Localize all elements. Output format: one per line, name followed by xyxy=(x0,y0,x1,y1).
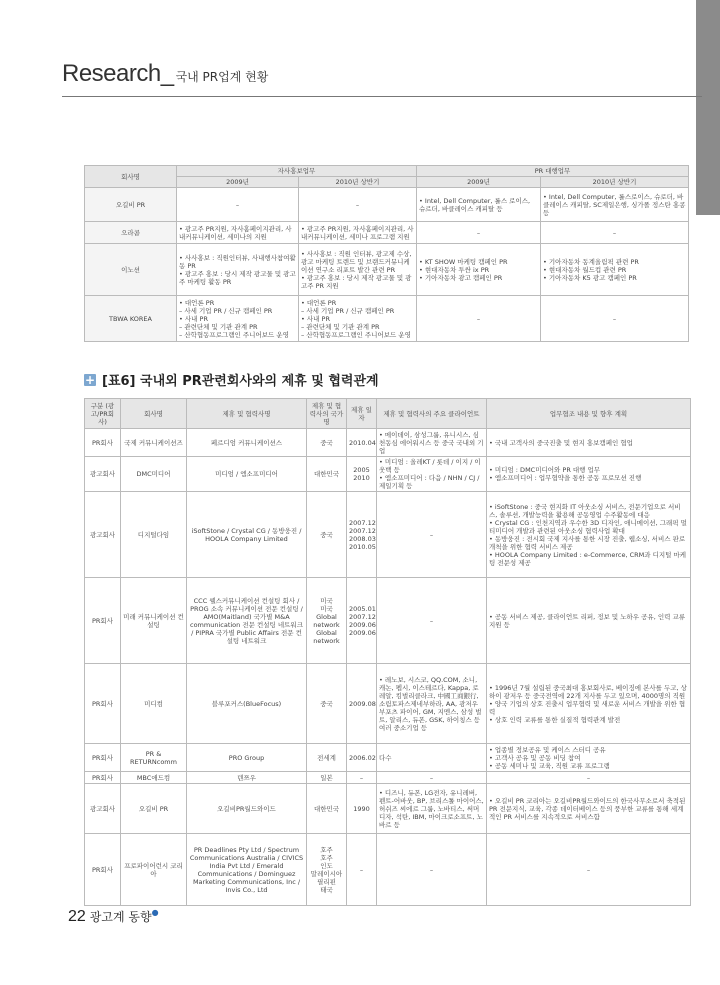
t6-clients: – xyxy=(377,772,487,784)
t5-head-client-work: 자사홍보업무 xyxy=(177,166,417,177)
t6-head: 제휴 및 협력사의 국가명 xyxy=(307,399,347,429)
t6-partner: CCC 웰스커뮤니케이션 컨설팅 회사 / PROG 소속 커뮤니케이션 전문 컨설팅 / AMO(Maitland) 국가별 M&A communication 전문 컨설팅 네트워크 / PIPRA 국가별 Public Affairs 전문 컨설팅 네트워크 xyxy=(187,578,307,664)
t6-country: 전세계 xyxy=(307,744,347,772)
t6-date: 2010.04 xyxy=(347,429,377,457)
t6-date: 2009.08 xyxy=(347,664,377,744)
t5-head-company: 회사명 xyxy=(85,166,177,188)
t5-head-agency-work: PR 대행업무 xyxy=(417,166,689,177)
t6-head: 제휴 및 협력사의 주요 클라이언트 xyxy=(377,399,487,429)
t6-type: 광고회사 xyxy=(85,492,121,578)
table-row xyxy=(85,664,691,744)
t6-country: 미국 미국 Global network Global network xyxy=(307,578,347,664)
t6-date: – xyxy=(347,772,377,784)
t6-type: PR회사 xyxy=(85,578,121,664)
table5 xyxy=(84,165,689,342)
t6-partner: 오길비PR월드와이드 xyxy=(187,784,307,834)
page-header xyxy=(62,60,702,97)
t6-clients: – xyxy=(377,834,487,906)
t5-cell-name: 이노션 xyxy=(85,244,177,296)
t6-clients: – xyxy=(377,492,487,578)
table-row xyxy=(85,457,691,492)
t6-clients: • 디즈니, 듀폰, LG전자, 유니레버, 펜트-어바웃, BP, 브리스톨 마이어스, 허쉬즈 씨에르 그룹, 노바티스, 써머디자, 석탄, IBM, 마이크로소프트, 노바르 등 xyxy=(377,784,487,834)
t6-plan: – xyxy=(487,834,691,906)
t6-country: 중국 xyxy=(307,664,347,744)
t5-cell: – xyxy=(541,222,689,244)
t6-name: 오길비 PR xyxy=(121,784,187,834)
t6-plan: • 업종별 정보공유 및 케이스 스터디 공유 • 고객사 공유 및 공동 비딩 참여 • 공동 세미나 및 교육, 직원 교류 프로그램 xyxy=(487,744,691,772)
t6-type: PR회사 xyxy=(85,429,121,457)
t5-subhead: 2010년 상반기 xyxy=(541,177,689,188)
plus-icon: + xyxy=(84,373,96,387)
t6-date: 2005.01 2007.12 2009.06 2009.06 xyxy=(347,578,377,664)
edge-tab xyxy=(696,0,720,215)
t6-partner: PR Deadlines Pty Ltd / Spectrum Communications Australia / CIVICS India Pvt Ltd / Emerald Communications / Dominguez Marketing Communications, Inc / Invis Co., Ltd xyxy=(187,834,307,906)
t5-cell: • Intel, Dell Computer, 롤스 로이스, 슈르더, 바클레이스 캐피탈 등 xyxy=(417,188,541,222)
dot-icon: ● xyxy=(151,908,159,917)
t6-name: 미디컴 xyxy=(121,664,187,744)
table-row xyxy=(85,772,691,784)
t6-partner: PRO Group xyxy=(187,744,307,772)
t6-plan: • 미디엄 : DMC미디어와 PR 대행 업무 • 엠소프미디어 : 업무협약을 통한 공동 프로모션 진행 xyxy=(487,457,691,492)
t6-country: 중국 xyxy=(307,492,347,578)
t5-cell: – xyxy=(177,188,299,222)
t6-country: 대한민국 xyxy=(307,457,347,492)
t6-plan: • 국내 고객사의 중국진출 및 현지 홍보캠페인 협업 xyxy=(487,429,691,457)
table-row xyxy=(85,188,689,222)
t5-cell: – xyxy=(541,296,689,342)
t6-country: 중국 xyxy=(307,429,347,457)
table-row xyxy=(85,429,691,457)
t5-subhead: 2009년 xyxy=(417,177,541,188)
t6-type: 광고회사 xyxy=(85,457,121,492)
t5-cell: • 광고주 PR지원, 자사홈페이지관리, 사내커뮤니케이션, 세미나 프로그램 지원 xyxy=(299,222,417,244)
t5-subhead: 2010년 상반기 xyxy=(299,177,417,188)
t5-cell-name: 으라콤 xyxy=(85,222,177,244)
t6-type: PR회사 xyxy=(85,772,121,784)
t6-type: 광고회사 xyxy=(85,784,121,834)
t6-partner: 덴쯔우 xyxy=(187,772,307,784)
table-row xyxy=(85,492,691,578)
table-row xyxy=(85,578,691,664)
footer-label: 광고계 동향 xyxy=(89,910,152,924)
t6-date: 2005 2010 xyxy=(347,457,377,492)
t5-cell: – xyxy=(417,296,541,342)
t5-cell: • 기아자동차 동계올림픽 관련 PR • 현대자동차 월드컵 관련 PR • 기아자동차 K5 광고 캠페인 PR xyxy=(541,244,689,296)
t6-date: 2006.02 xyxy=(347,744,377,772)
t6-name: 디지털다임 xyxy=(121,492,187,578)
t6-partner: iSoftStone / Crystal CG / 동방웅진 / HOOLA Company Limited xyxy=(187,492,307,578)
t6-clients: • 메이데이, 삼성그룹, 유니시스, 심천동심 에어워시스 등 중국 국내외 기업 xyxy=(377,429,487,457)
t5-cell: • 대언론 PR – 사세 기업 PR / 신규 캠페인 PR • 사내 PR – 관련단체 및 기관 관계 PR – 산학협동프로그램인 주니어보드 운영 xyxy=(299,296,417,342)
t5-cell: – xyxy=(417,222,541,244)
t6-name: 국제 커뮤니케이션즈 xyxy=(121,429,187,457)
t5-subhead: 2009년 xyxy=(177,177,299,188)
t6-plan: • iSoftStone : 중국 현지화 IT 아웃소싱 서비스, 전문기업으로 서비스, 솔루션, 개발능력을 활용해 공동영업 수주활동에 대응 • Crystal CG : 인천지역과 우수한 3D 디자인, 애니메이션, 그래픽 멀티미디어 개발과 관련된 아웃소싱 협력사업 확대 • 동방웅진 : 전시회 국제 지사를 통한 시장 진출, 웹소싱, 서비스 판로 개척을 위한 협력 서비스 제공 • HOOLA Company Limited : e-Commerce, CRM과 디지털 마케팅 전문성 제공 xyxy=(487,492,691,578)
t5-cell: • KT SHOW 마케팅 캠페인 PR • 현대자동차 투싼 ix PR • 기아자동차 광고 캠페인 PR xyxy=(417,244,541,296)
t6-name: PR & RETURNcomm xyxy=(121,744,187,772)
t6-country: 호주 호주 인도 말레이시아 필리핀 태국 xyxy=(307,834,347,906)
page-footer xyxy=(68,908,159,926)
t5-cell: – xyxy=(299,188,417,222)
table6-title xyxy=(84,370,379,389)
t6-type: PR회사 xyxy=(85,834,121,906)
t6-name: 프로파이어런시 코리아 xyxy=(121,834,187,906)
table-row xyxy=(85,244,689,296)
t6-plan: – xyxy=(487,772,691,784)
t6-clients: 다수 xyxy=(377,744,487,772)
t6-date: 1990 xyxy=(347,784,377,834)
t6-clients: – xyxy=(377,578,487,664)
table-row xyxy=(85,296,689,342)
t5-cell: • 사사홍보 : 직원 인터뷰, 광고제 수상, 광고 마케팅 트렌드 및 브랜드커뮤니케이션 연구소 리포트 발간 관련 PR • 광고주 홍보 : 당시 제작 광고물 및 광고주 PR 지원 xyxy=(299,244,417,296)
table-row xyxy=(85,222,689,244)
t6-type: PR회사 xyxy=(85,664,121,744)
t6-head: 구분 (광고/PR회사) xyxy=(85,399,121,429)
t6-head: 제휴 및 협력사명 xyxy=(187,399,307,429)
t6-head: 회사명 xyxy=(121,399,187,429)
table6-title-text: [표6] 국내외 PR관련회사와의 제휴 및 협력관계 xyxy=(102,374,379,389)
t6-name: MBC애드컴 xyxy=(121,772,187,784)
header-research: Research_ xyxy=(62,60,174,87)
t6-plan: • 오길비 PR 코리아는 오길비PR월드와이드의 한국사무소로서 축적된 PR 전문지식, 교육, 각종 데이터베이스 등의 풍부한 교류를 통해 세계적인 PR 서비스를 지속적으로 서비스함 xyxy=(487,784,691,834)
t5-cell: • 대언론 PR – 사세 기업 PR / 신규 캠페인 PR • 사내 PR – 관련단체 및 기관 관계 PR – 산학협동프로그램인 주니어보드 운영 xyxy=(177,296,299,342)
t6-head: 업무협조 내용 및 향후 계획 xyxy=(487,399,691,429)
t6-clients: • 레노보, 시스코, QQ.COM, 소니, 캐논, 펩시, 이스테르다, Kappa, 로레알, 킴벌리클라크, 中國工商銀行, 소림토파스제네부하라, AA, 광저우 부포츠 파이어, GM, 지멘스, 삼성 벌 트, 알리스, 듀폰, GSK, 하이칭스 등 여러 중소기업 등 xyxy=(377,664,487,744)
t5-cell: • 사사홍보 : 직원인터뷰, 사내행사참여활동 PR • 광고주 홍보 : 당시 제작 광고물 및 광고주 마케팅 활동 PR xyxy=(177,244,299,296)
table-row xyxy=(85,834,691,906)
t6-type: PR회사 xyxy=(85,744,121,772)
t6-country: 일본 xyxy=(307,772,347,784)
t6-plan: • 공동 서비스 제공, 클라이언트 리퍼, 정보 및 노하우 공유, 인력 교류 지원 등 xyxy=(487,578,691,664)
t5-cell-name: TBWA KOREA xyxy=(85,296,177,342)
header-subtitle: 국내 PR업계 현황 xyxy=(175,70,269,84)
t6-date: 2007.12 2007.12 2008.03 2010.05 xyxy=(347,492,377,578)
t5-cell: • 광고주 PR지원, 자사홈페이지관리, 사내커뮤니케이션, 세미나의 지원 xyxy=(177,222,299,244)
t6-name: DMC미디어 xyxy=(121,457,187,492)
t6-country: 대한민국 xyxy=(307,784,347,834)
t5-cell-name: 오길비 PR xyxy=(85,188,177,222)
t6-name: 미래 커뮤니케이션 컨설팅 xyxy=(121,578,187,664)
t6-date: – xyxy=(347,834,377,906)
table-row xyxy=(85,784,691,834)
t6-partner: 미디엄 / 엠소프미디어 xyxy=(187,457,307,492)
t6-partner: 페르디엄 커뮤니케이션스 xyxy=(187,429,307,457)
t6-plan: • 1996년 7월 설립된 중국최대 홍보회사로, 베이징에 본사를 두고, 상하이 광저우 등 중국전역에 22개 지사를 두고 있으며, 4000명의 직원 • 양국 기업의 상호 진출시 업무협력 및 새로운 서비스 개발을 위한 협력 • 상호 인력 교류를 통한 실질적 협력관계 발전 xyxy=(487,664,691,744)
t6-clients: • 미디엄 : 올레KT / 롯데 / 이지 / 이웃백 등 • 엠소프미디어 : 다음 / NHN / CJ / 제일기획 등 xyxy=(377,457,487,492)
t6-partner: 블루포커스(BlueFocus) xyxy=(187,664,307,744)
page-number: 22 xyxy=(68,908,86,925)
table-row xyxy=(85,744,691,772)
t6-head: 제휴 일자 xyxy=(347,399,377,429)
table6 xyxy=(84,398,691,906)
t5-cell: • Intel, Dell Computer, 롤스로이스, 슈로더, 바클레이스 캐피탈, SC제일은행, 싱가폴 정스탄 홍콩 등 xyxy=(541,188,689,222)
